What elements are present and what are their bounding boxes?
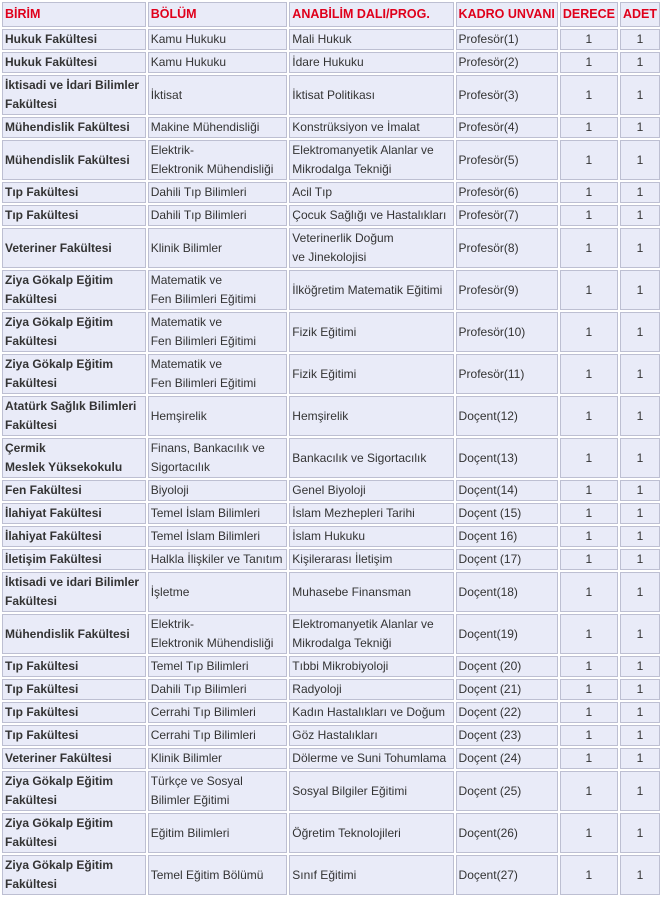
cell-kadro: Profesör(7) — [456, 205, 558, 226]
cell-derece: 1 — [560, 614, 618, 654]
cell-birim: Atatürk Sağlık Bilimleri Fakültesi — [2, 396, 146, 436]
cell-anabilim: İdare Hukuku — [289, 52, 453, 73]
cell-derece: 1 — [560, 771, 618, 811]
cell-anabilim: Kadın Hastalıkları ve Doğum — [289, 702, 453, 723]
cell-adet: 1 — [620, 813, 660, 853]
cell-bolum: Hemşirelik — [148, 396, 288, 436]
cell-kadro: Profesör(1) — [456, 29, 558, 50]
cell-birim: İlahiyat Fakültesi — [2, 503, 146, 524]
cell-kadro: Doçent (22) — [456, 702, 558, 723]
header-birim: BİRİM — [2, 2, 146, 27]
cell-adet: 1 — [620, 140, 660, 180]
cell-kadro: Doçent (23) — [456, 725, 558, 746]
cell-anabilim: Hemşirelik — [289, 396, 453, 436]
cell-bolum: Makine Mühendisliği — [148, 117, 288, 138]
cell-bolum: Dahili Tıp Bilimleri — [148, 182, 288, 203]
cell-derece: 1 — [560, 52, 618, 73]
cell-derece: 1 — [560, 205, 618, 226]
cell-adet: 1 — [620, 702, 660, 723]
cell-derece: 1 — [560, 855, 618, 895]
cell-anabilim: Mali Hukuk — [289, 29, 453, 50]
cell-bolum: Temel İslam Bilimleri — [148, 526, 288, 547]
header-kadro: KADRO UNVANI — [456, 2, 558, 27]
cell-anabilim: Tıbbi Mikrobiyoloji — [289, 656, 453, 677]
cell-kadro: Profesör(6) — [456, 182, 558, 203]
cell-kadro: Doçent 16) — [456, 526, 558, 547]
cell-birim: Ziya Gökalp Eğitim Fakültesi — [2, 771, 146, 811]
cell-adet: 1 — [620, 182, 660, 203]
cell-anabilim: Konstrüksiyon ve İmalat — [289, 117, 453, 138]
cell-derece: 1 — [560, 140, 618, 180]
table-row — [2, 312, 660, 352]
cell-birim: Hukuk Fakültesi — [2, 52, 146, 73]
cell-birim: Tıp Fakültesi — [2, 182, 146, 203]
table-row — [2, 354, 660, 394]
cell-birim: Tıp Fakültesi — [2, 656, 146, 677]
cell-adet: 1 — [620, 771, 660, 811]
cell-anabilim: Veterinerlik Doğum ve Jinekolojisi — [289, 228, 453, 268]
cell-kadro: Profesör(3) — [456, 75, 558, 115]
cell-adet: 1 — [620, 855, 660, 895]
table-row — [2, 205, 660, 226]
cell-kadro: Doçent(13) — [456, 438, 558, 478]
cell-kadro: Doçent(18) — [456, 572, 558, 612]
cell-bolum: Matematik ve Fen Bilimleri Eğitimi — [148, 270, 288, 310]
table-row — [2, 182, 660, 203]
cell-kadro: Doçent (20) — [456, 656, 558, 677]
cell-derece: 1 — [560, 526, 618, 547]
cell-bolum: Türkçe ve Sosyal Bilimler Eğitimi — [148, 771, 288, 811]
table-row — [2, 748, 660, 769]
cell-derece: 1 — [560, 656, 618, 677]
cell-birim: Fen Fakültesi — [2, 480, 146, 501]
cell-adet: 1 — [620, 656, 660, 677]
cell-anabilim: Acil Tıp — [289, 182, 453, 203]
cell-bolum: Cerrahi Tıp Bilimleri — [148, 702, 288, 723]
cell-bolum: Temel İslam Bilimleri — [148, 503, 288, 524]
cell-anabilim: İslam Mezhepleri Tarihi — [289, 503, 453, 524]
table-row — [2, 526, 660, 547]
cell-anabilim: Öğretim Teknolojileri — [289, 813, 453, 853]
table-row — [2, 29, 660, 50]
cell-derece: 1 — [560, 117, 618, 138]
cell-bolum: Halkla İlişkiler ve Tanıtım — [148, 549, 288, 570]
cell-anabilim: Sınıf Eğitimi — [289, 855, 453, 895]
cell-derece: 1 — [560, 228, 618, 268]
table-row — [2, 702, 660, 723]
cell-derece: 1 — [560, 480, 618, 501]
cell-anabilim: İktisat Politikası — [289, 75, 453, 115]
header-row — [2, 2, 660, 27]
cell-anabilim: Elektromanyetik Alanlar ve Mikrodalga Tekniği — [289, 140, 453, 180]
cell-adet: 1 — [620, 503, 660, 524]
cell-birim: İktisadi ve idari Bilimler Fakültesi — [2, 572, 146, 612]
cell-bolum: Elektrik- Elektronik Mühendisliği — [148, 140, 288, 180]
cell-birim: Tıp Fakültesi — [2, 205, 146, 226]
cell-kadro: Profesör(4) — [456, 117, 558, 138]
cell-birim: Çermik Meslek Yüksekokulu — [2, 438, 146, 478]
cell-kadro: Doçent(14) — [456, 480, 558, 501]
table-row — [2, 52, 660, 73]
cell-derece: 1 — [560, 29, 618, 50]
cell-derece: 1 — [560, 813, 618, 853]
table-row — [2, 855, 660, 895]
cell-kadro: Profesör(9) — [456, 270, 558, 310]
table-row — [2, 549, 660, 570]
cell-derece: 1 — [560, 270, 618, 310]
cell-derece: 1 — [560, 438, 618, 478]
cell-birim: İktisadi ve İdari Bilimler Fakültesi — [2, 75, 146, 115]
table-row — [2, 614, 660, 654]
cell-birim: Ziya Gökalp Eğitim Fakültesi — [2, 813, 146, 853]
cell-anabilim: Bankacılık ve Sigortacılık — [289, 438, 453, 478]
table-row — [2, 270, 660, 310]
cell-anabilim: İslam Hukuku — [289, 526, 453, 547]
header-derece: DERECE — [560, 2, 618, 27]
cell-derece: 1 — [560, 354, 618, 394]
table-row — [2, 228, 660, 268]
cell-birim: Veteriner Fakültesi — [2, 228, 146, 268]
cell-anabilim: Dölerme ve Suni Tohumlama — [289, 748, 453, 769]
cell-adet: 1 — [620, 117, 660, 138]
cell-derece: 1 — [560, 572, 618, 612]
cell-adet: 1 — [620, 480, 660, 501]
cell-birim: Tıp Fakültesi — [2, 702, 146, 723]
cell-birim: Ziya Gökalp Eğitim Fakültesi — [2, 312, 146, 352]
cell-bolum: Klinik Bilimler — [148, 748, 288, 769]
cell-bolum: Klinik Bilimler — [148, 228, 288, 268]
cell-birim: Mühendislik Fakültesi — [2, 117, 146, 138]
cell-kadro: Doçent (17) — [456, 549, 558, 570]
cell-bolum: Eğitim Bilimleri — [148, 813, 288, 853]
cell-adet: 1 — [620, 228, 660, 268]
cell-anabilim: Fizik Eğitimi — [289, 354, 453, 394]
cell-bolum: Kamu Hukuku — [148, 29, 288, 50]
cell-birim: Tıp Fakültesi — [2, 679, 146, 700]
cell-bolum: Biyoloji — [148, 480, 288, 501]
cell-adet: 1 — [620, 29, 660, 50]
cell-derece: 1 — [560, 702, 618, 723]
table-row — [2, 679, 660, 700]
cell-kadro: Profesör(8) — [456, 228, 558, 268]
cell-derece: 1 — [560, 679, 618, 700]
cell-birim: Mühendislik Fakültesi — [2, 614, 146, 654]
header-bolum: BÖLÜM — [148, 2, 288, 27]
cell-bolum: Dahili Tıp Bilimleri — [148, 205, 288, 226]
cell-adet: 1 — [620, 75, 660, 115]
cell-anabilim: Genel Biyoloji — [289, 480, 453, 501]
cell-kadro: Doçent(27) — [456, 855, 558, 895]
cell-anabilim: Elektromanyetik Alanlar ve Mikrodalga Tekniği — [289, 614, 453, 654]
cell-anabilim: Fizik Eğitimi — [289, 312, 453, 352]
table-row — [2, 771, 660, 811]
cell-bolum: Kamu Hukuku — [148, 52, 288, 73]
table-row — [2, 572, 660, 612]
cell-derece: 1 — [560, 75, 618, 115]
cell-kadro: Profesör(2) — [456, 52, 558, 73]
cell-anabilim: Radyoloji — [289, 679, 453, 700]
cell-birim: Veteriner Fakültesi — [2, 748, 146, 769]
cell-bolum: İktisat — [148, 75, 288, 115]
cell-birim: Tıp Fakültesi — [2, 725, 146, 746]
cell-bolum: İşletme — [148, 572, 288, 612]
cell-kadro: Doçent (24) — [456, 748, 558, 769]
cell-birim: Mühendislik Fakültesi — [2, 140, 146, 180]
cell-adet: 1 — [620, 725, 660, 746]
table-body — [2, 29, 660, 895]
cell-adet: 1 — [620, 312, 660, 352]
cell-derece: 1 — [560, 182, 618, 203]
table-row — [2, 117, 660, 138]
table-row — [2, 438, 660, 478]
table-row — [2, 480, 660, 501]
cell-derece: 1 — [560, 396, 618, 436]
cell-kadro: Doçent(19) — [456, 614, 558, 654]
cell-birim: İletişim Fakültesi — [2, 549, 146, 570]
cell-adet: 1 — [620, 205, 660, 226]
cell-anabilim: Sosyal Bilgiler Eğitimi — [289, 771, 453, 811]
cell-bolum: Finans, Bankacılık ve Sigortacılık — [148, 438, 288, 478]
cell-kadro: Doçent (25) — [456, 771, 558, 811]
cell-kadro: Doçent(12) — [456, 396, 558, 436]
cell-birim: Ziya Gökalp Eğitim Fakültesi — [2, 270, 146, 310]
cell-kadro: Doçent (15) — [456, 503, 558, 524]
cell-kadro: Profesör(10) — [456, 312, 558, 352]
cell-kadro: Profesör(5) — [456, 140, 558, 180]
cell-anabilim: Göz Hastalıkları — [289, 725, 453, 746]
cell-derece: 1 — [560, 503, 618, 524]
cell-derece: 1 — [560, 725, 618, 746]
cell-kadro: Doçent(26) — [456, 813, 558, 853]
cell-anabilim: İlköğretim Matematik Eğitimi — [289, 270, 453, 310]
table-row — [2, 396, 660, 436]
cell-bolum: Matematik ve Fen Bilimleri Eğitimi — [148, 312, 288, 352]
cell-adet: 1 — [620, 438, 660, 478]
cell-adet: 1 — [620, 572, 660, 612]
cell-bolum: Temel Eğitim Bölümü — [148, 855, 288, 895]
cell-bolum: Temel Tıp Bilimleri — [148, 656, 288, 677]
table-row — [2, 813, 660, 853]
cell-bolum: Dahili Tıp Bilimleri — [148, 679, 288, 700]
table-row — [2, 75, 660, 115]
cell-adet: 1 — [620, 270, 660, 310]
cell-adet: 1 — [620, 614, 660, 654]
cell-bolum: Matematik ve Fen Bilimleri Eğitimi — [148, 354, 288, 394]
header-adet: ADET — [620, 2, 660, 27]
cell-birim: Ziya Gökalp Eğitim Fakültesi — [2, 855, 146, 895]
cell-adet: 1 — [620, 679, 660, 700]
table-row — [2, 140, 660, 180]
cell-anabilim: Muhasebe Finansman — [289, 572, 453, 612]
cell-adet: 1 — [620, 526, 660, 547]
cell-adet: 1 — [620, 549, 660, 570]
cell-adet: 1 — [620, 354, 660, 394]
table-row — [2, 656, 660, 677]
table-row — [2, 503, 660, 524]
cell-adet: 1 — [620, 52, 660, 73]
header-anabilim: ANABİLİM DALI/PROG. — [289, 2, 453, 27]
cell-derece: 1 — [560, 748, 618, 769]
cell-birim: Hukuk Fakültesi — [2, 29, 146, 50]
cell-kadro: Doçent (21) — [456, 679, 558, 700]
cell-bolum: Elektrik- Elektronik Mühendisliği — [148, 614, 288, 654]
cell-adet: 1 — [620, 748, 660, 769]
cell-adet: 1 — [620, 396, 660, 436]
cell-birim: Ziya Gökalp Eğitim Fakültesi — [2, 354, 146, 394]
cell-bolum: Cerrahi Tıp Bilimleri — [148, 725, 288, 746]
cell-anabilim: Çocuk Sağlığı ve Hastalıkları — [289, 205, 453, 226]
cell-derece: 1 — [560, 549, 618, 570]
cell-kadro: Profesör(11) — [456, 354, 558, 394]
table-row — [2, 725, 660, 746]
cell-birim: İlahiyat Fakültesi — [2, 526, 146, 547]
cell-anabilim: Kişilerarası İletişim — [289, 549, 453, 570]
cell-derece: 1 — [560, 312, 618, 352]
